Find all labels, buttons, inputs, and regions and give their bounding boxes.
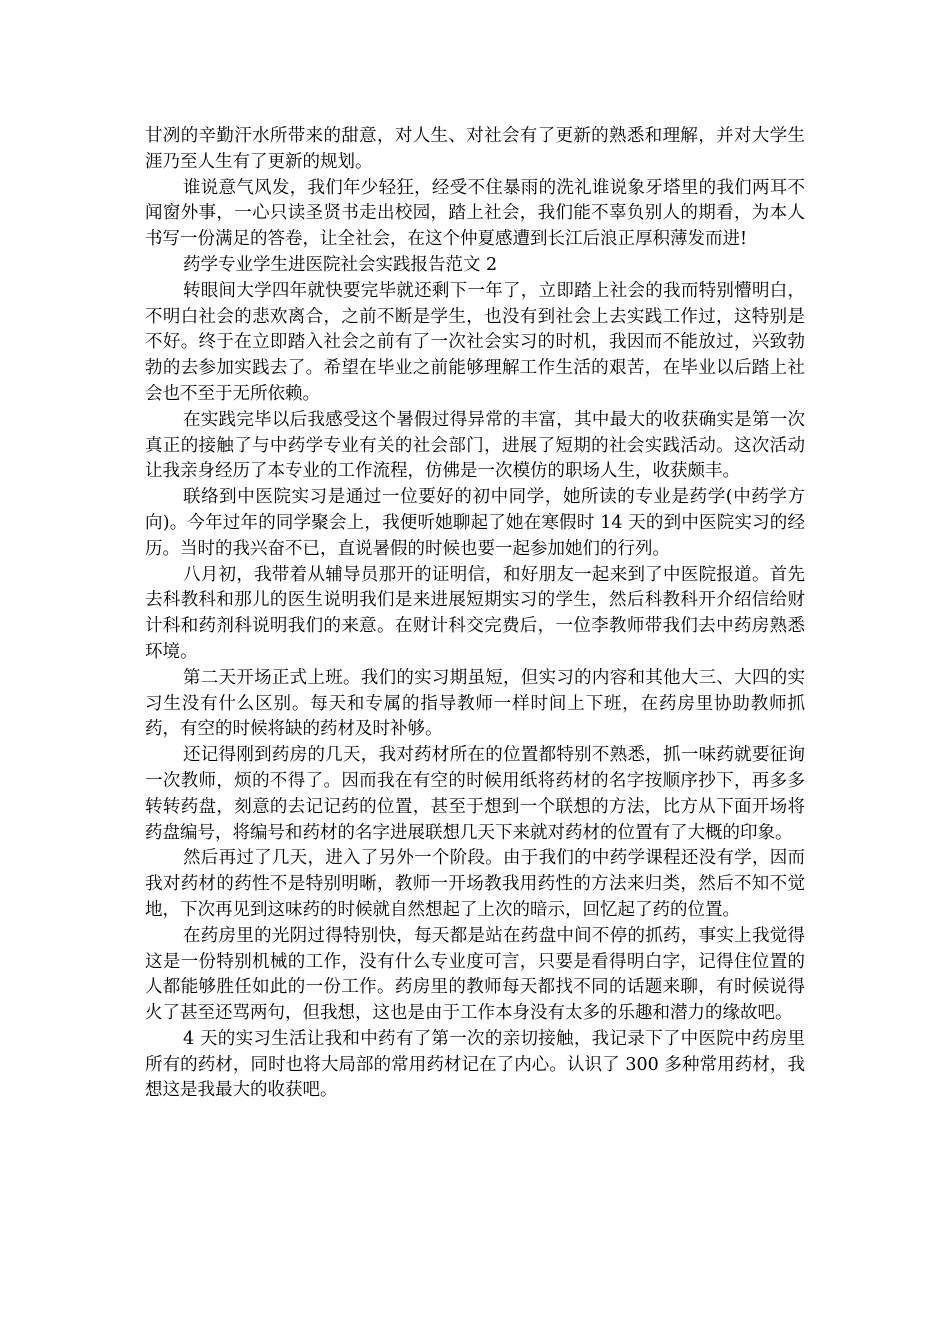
paragraph: 在实践完毕以后我感受这个暑假过得异常的丰富，其中最大的收获确实是第一次真正的接触了与中药学专业有关的社会部门，进展了短期的社会实践活动。这次活动让我亲身经历了本专业的工作流程，仿佛是一次模仿的职场人生，收获颇丰。 <box>145 409 805 482</box>
section-title: 药学专业学生进医院社会实践报告范文 2 <box>183 254 498 275</box>
paragraph: 第二天开场正式上班。我们的实习期虽短，但实习的内容和其他大三、大四的实习生没有什么区别。每天和专属的指导教师一样时间上下班，在药房里协助教师抓药，有空的时候将缺的药材及时补够。 <box>145 667 805 740</box>
paragraph: 谁说意气风发，我们年少轻狂，经受不住暴雨的洗礼谁说象牙塔里的我们两耳不闻窗外事，一心只读圣贤书走出校园，踏上社会，我们能不辜负别人的期看，为本人书写一份满足的答卷，让全社会，在这个仲夏感遭到长江后浪正厚积薄发而进! <box>145 177 805 250</box>
paragraph: 4 天的实习生活让我和中药有了第一次的亲切接触，我记录下了中医院中药房里所有的药材，同时也将大局部的常用药材记在了内心。认识了 300 多种常用药材，我想这是我最大的收获吧。 <box>145 1028 805 1101</box>
paragraph-continuation: 甘冽的辛勤汗水所带来的甜意，对人生、对社会有了更新的熟悉和理解，并对大学生涯乃至人生有了更新的规划。 <box>145 126 805 172</box>
paragraph: 转眼间大学四年就快要完毕就还剩下一年了，立即踏上社会的我而特别懵明白，不明白社会的悲欢离合，之前不断是学生，也没有到社会上去实践工作过，这特别是不好。终于在立即踏入社会之前有了一次社会实习的时机，我因而不能放过，兴致勃勃的去参加实践去了。希望在毕业之前能够理解工作生活的艰苦，在毕业以后踏上社会也不至于无所依赖。 <box>145 280 805 404</box>
paragraph: 在药房里的光阴过得特别快，每天都是站在药盘中间不停的抓药，事实上我觉得这是一份特别机械的工作，没有什么专业度可言，只要是看得明白字，记得住位置的人都能够胜任如此的一份工作。药房里的教师每天都找不同的话题来聊，有时候说得火了甚至还骂两句，但我想，这也是由于工作本身没有太多的乐趣和潜力的缘故吧。 <box>145 925 805 1024</box>
paragraph: 八月初，我带着从辅导员那开的证明信，和好朋友一起来到了中医院报道。首先去科教科和那儿的医生说明我们是来进展短期实习的学生，然后科教科开介绍信给财计科和药剂科说明我们的来意。在财计科交完费后，一位李教师带我们去中药房熟悉环境。 <box>145 564 805 662</box>
document-body <box>145 124 805 1104</box>
paragraph: 还记得刚到药房的几天，我对药材所在的位置都特别不熟悉，抓一味药就要征询一次教师，烦的不得了。因而我在有空的时候用纸将药材的名字按顺序抄下，再多多转转药盘，刻意的去记记药的位置，甚至于想到一个联想的方法，比方从下面开场将药盘编号，将编号和药材的名字进展联想几天下来就对药材的位置有了大概的印象。 <box>145 745 805 843</box>
paragraph: 然后再过了几天，进入了另外一个阶段。由于我们的中药学课程还没有学，因而我对药材的药性不是特别明晰，教师一开场教我用药性的方法来归类，然后不知不觉地，下次再见到这味药的时候就自然想起了上次的暗示，回忆起了药的位置。 <box>145 848 805 920</box>
paragraph: 联络到中医院实习是通过一位要好的初中同学，她所读的专业是药学(中药学方向)。今年过年的同学聚会上，我便听她聊起了她在寒假时 14 天的到中医院实习的经历。当时的我兴奋不已，直说暑假的时候也要一起参加她们的行列。 <box>145 487 805 559</box>
